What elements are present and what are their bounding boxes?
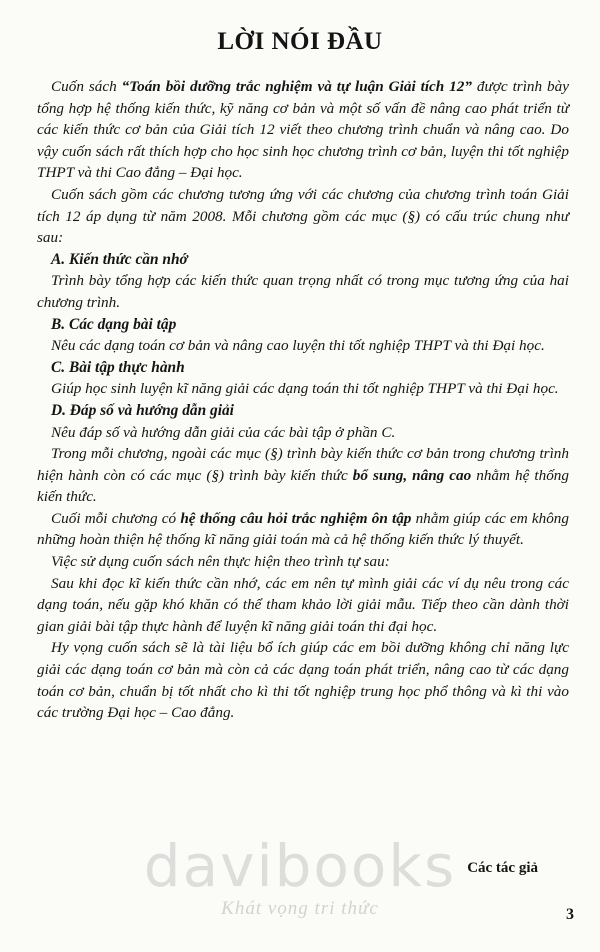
paragraph-usage: Việc sử dụng cuốn sách nên thực hiện theo trình tự sau:: [51, 553, 390, 571]
paragraph-structure: Cuốn sách gồm các chương tương ứng với các chương của chương trình toán Giải tích 12 áp dụng từ năm 2008. Mỗi chương gồm các mục (§) có cấu trúc chung như sau:: [37, 185, 569, 247]
book-title: “Toán bồi dưỡng trắc nghiệm và tự luận Giải tích 12”: [121, 78, 472, 95]
paragraph-steps: Sau khi đọc kĩ kiến thức cần nhớ, các em nên tự mình giải các ví dụ nêu trong các dạng toán, nếu gặp khó khăn có thể tham khảo lời giải mẫu. Tiếp theo cần dành thời gian giải bài tập thực hành để luyện kĩ năng giải toán thi đại học.: [37, 574, 569, 635]
paragraph-intro: [37, 76, 569, 184]
section-heading-d: D. Đáp số và hướng dẫn giải: [51, 401, 234, 419]
section-text-c: Giúp học sinh luyện kĩ năng giải các dạng toán thi tốt nghiệp THPT và thi Đại học.: [51, 380, 559, 398]
review-text-start: Cuối mỗi chương có: [51, 509, 181, 527]
page-title: LỜI NÓI ĐẦU: [217, 28, 383, 55]
watermark-slogan: Khát vọng tri thức: [221, 898, 379, 919]
section-heading-a: A. Kiến thức cần nhớ: [51, 250, 188, 268]
supplement-bold: bổ sung, nâng cao: [352, 466, 472, 484]
paragraph-hope: Hy vọng cuốn sách sẽ là tài liệu bổ ích giúp các em bồi dưỡng không chỉ năng lực giải các dạng toán cơ bản mà còn cả các dạng toán phát triển, nâng cao từ các dạng toán cơ bản, chuẩn bị tốt nhất cho kì thi tốt nghiệp trung học phổ thông và kì thi vào các trường Đại học – Cao đẳng.: [37, 639, 569, 722]
section-heading-c: C. Bài tập thực hành: [51, 358, 185, 376]
signature: Các tác giả: [467, 860, 538, 876]
preface-body: [37, 76, 569, 724]
section-heading-b: B. Các dạng bài tập: [51, 315, 177, 333]
review-bold: hệ thống câu hỏi trắc nghiệm ôn tập: [180, 509, 412, 527]
section-text-b: Nêu các dạng toán cơ bản và nâng cao luyện thi tốt nghiệp THPT và thi Đại học.: [51, 337, 545, 355]
supplement-text-start: Trong mỗi chương, ngoài các mục (§) trình bày kiến thức cơ bản trong chương trình hiện hành còn có các mục (§) trình bày kiến thức: [37, 445, 569, 484]
section-text-d: Nêu đáp số và hướng dẫn giải của các bài tập ở phần C.: [51, 423, 396, 441]
review-text-end: nhằm giúp các em không những hoàn thiện hệ thống kĩ năng giải toán mà cả hệ thống kiến thức lý thuyết.: [37, 509, 569, 549]
intro-text-start: Cuốn sách: [51, 78, 122, 95]
paragraph-supplement: [37, 443, 569, 508]
watermark-logo: davibooks: [143, 832, 457, 900]
section-text-a: Trình bày tổng hợp các kiến thức quan trọng nhất có trong mục tương ứng của hai chương trình.: [37, 272, 569, 311]
intro-text-end: được trình bày tổng hợp hệ thống kiến thức, kỹ năng cơ bản và một số vấn đề nâng cao phát triển từ các kiến thức cơ bản của Giải tích 12 viết theo chương trình chuẩn và nâng cao. Do vậy cuốn sách rất thích hợp cho học sinh học chương trình cơ bản, luyện thi tốt nghiệp THPT và thi Cao đẳng – Đại học.: [37, 78, 569, 182]
paragraph-review: [37, 508, 569, 551]
supplement-text-end: nhằm hệ thống kiến thức.: [37, 466, 569, 506]
page-number: 3: [566, 906, 574, 923]
